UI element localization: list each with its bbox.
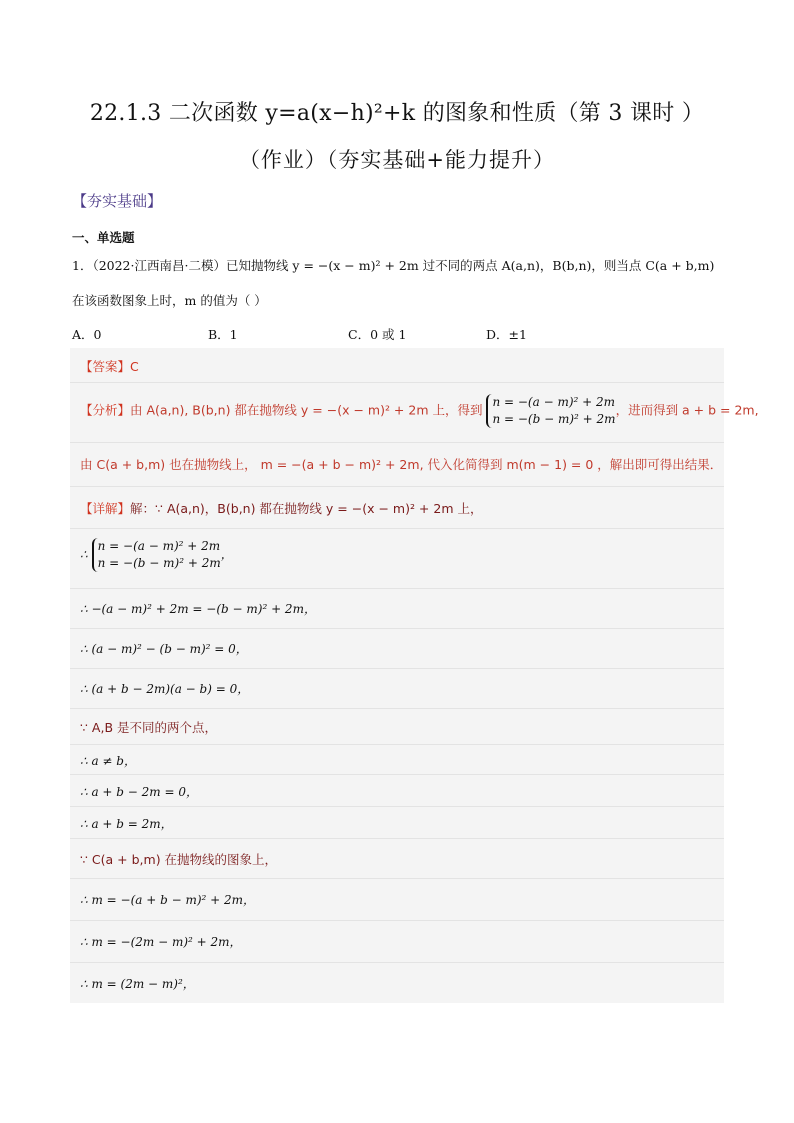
step-9: ∴ m = −(a + b − m)² + 2m， (80, 893, 256, 907)
step-5: ∴ a ≠ b， (80, 754, 136, 768)
document-title: 22.1.3 二次函数 y=a(x−h)²+k 的图象和性质（第 3 课时 ） (89, 101, 705, 126)
step-row (70, 628, 724, 669)
answer-block (70, 348, 759, 1003)
step-6: ∴ a + b − 2m = 0， (80, 785, 198, 799)
detail-row (70, 486, 724, 529)
step-row (70, 668, 724, 709)
step-row (70, 838, 724, 879)
step-row (70, 588, 724, 629)
analysis-line-2: 由 C(a + b,m) 也在抛物线上， m = −(a + b − m)² + 2m, 代入化简得到 m(m − 1) = 0 ，解出即可得出结果． (80, 457, 723, 472)
detail-equation-system: n = −(a − m)² + 2m n = −(b − m)² + 2m (92, 538, 221, 572)
step-2: ∴ (a − m)² − (b − m)² = 0， (80, 642, 248, 656)
step-8: ∵ C(a + b,m) 在抛物线的图象上， (80, 852, 278, 867)
step-row (70, 806, 724, 839)
step-row (70, 962, 724, 1003)
question-line-1: 1．（2022·江西南昌·二模）已知抛物线 y = −(x − m)² + 2m 过不同的两点 A(a,n)，B(b,n)，则当点 C(a + b,m) (72, 258, 715, 273)
step-row (70, 878, 724, 921)
step-row (70, 708, 724, 745)
option-b: B．1 (208, 327, 238, 342)
step-11: ∴ m = (2m − m)²， (80, 977, 195, 991)
analysis-row-2 (70, 442, 724, 487)
detail-system: ∴ n = −(a − m)² + 2m n = −(b − m)² + 2m ， (80, 539, 233, 570)
answer-row (70, 348, 724, 383)
step-row (70, 744, 724, 775)
section-tag: 【夯实基础】 (72, 192, 163, 210)
analysis-line-1: 【分析】由 A(a,n), B(b,n) 都在抛物线 y = −(x − m)² + 2m 上，得到 n = −(a − m)² + 2m n = −(b − m)² + 2m ，进而得到 a + b = 2m, (80, 395, 759, 426)
analysis-equation-system: n = −(a − m)² + 2m n = −(b − m)² + 2m (486, 394, 615, 428)
step-4: ∵ A,B 是不同的两个点， (80, 720, 217, 735)
step-row (70, 920, 724, 963)
option-d: D．±1 (486, 327, 527, 342)
detail-intro: 【详解】解：∵ A(a,n)，B(b,n) 都在抛物线 y = −(x − m)² + 2m 上， (80, 501, 483, 516)
step-row (70, 774, 724, 807)
analysis-row (70, 382, 759, 443)
detail-system-row (70, 528, 724, 589)
question-line-2: 在该函数图象上时，m 的值为（ ） (72, 293, 267, 308)
option-c: C．0 或 1 (348, 327, 407, 342)
step-7: ∴ a + b = 2m， (80, 817, 173, 831)
step-3: ∴ (a + b − 2m)(a − b) = 0， (80, 682, 250, 696)
step-1: ∴ −(a − m)² + 2m = −(b − m)² + 2m， (80, 602, 316, 616)
option-a: A．0 (72, 327, 102, 342)
step-10: ∴ m = −(2m − m)² + 2m， (80, 935, 242, 949)
answer-label: 【答案】C (80, 359, 139, 374)
section-heading: 一、单选题 (72, 230, 135, 245)
document-subtitle: （作业）（夯实基础+能力提升） (238, 148, 556, 172)
